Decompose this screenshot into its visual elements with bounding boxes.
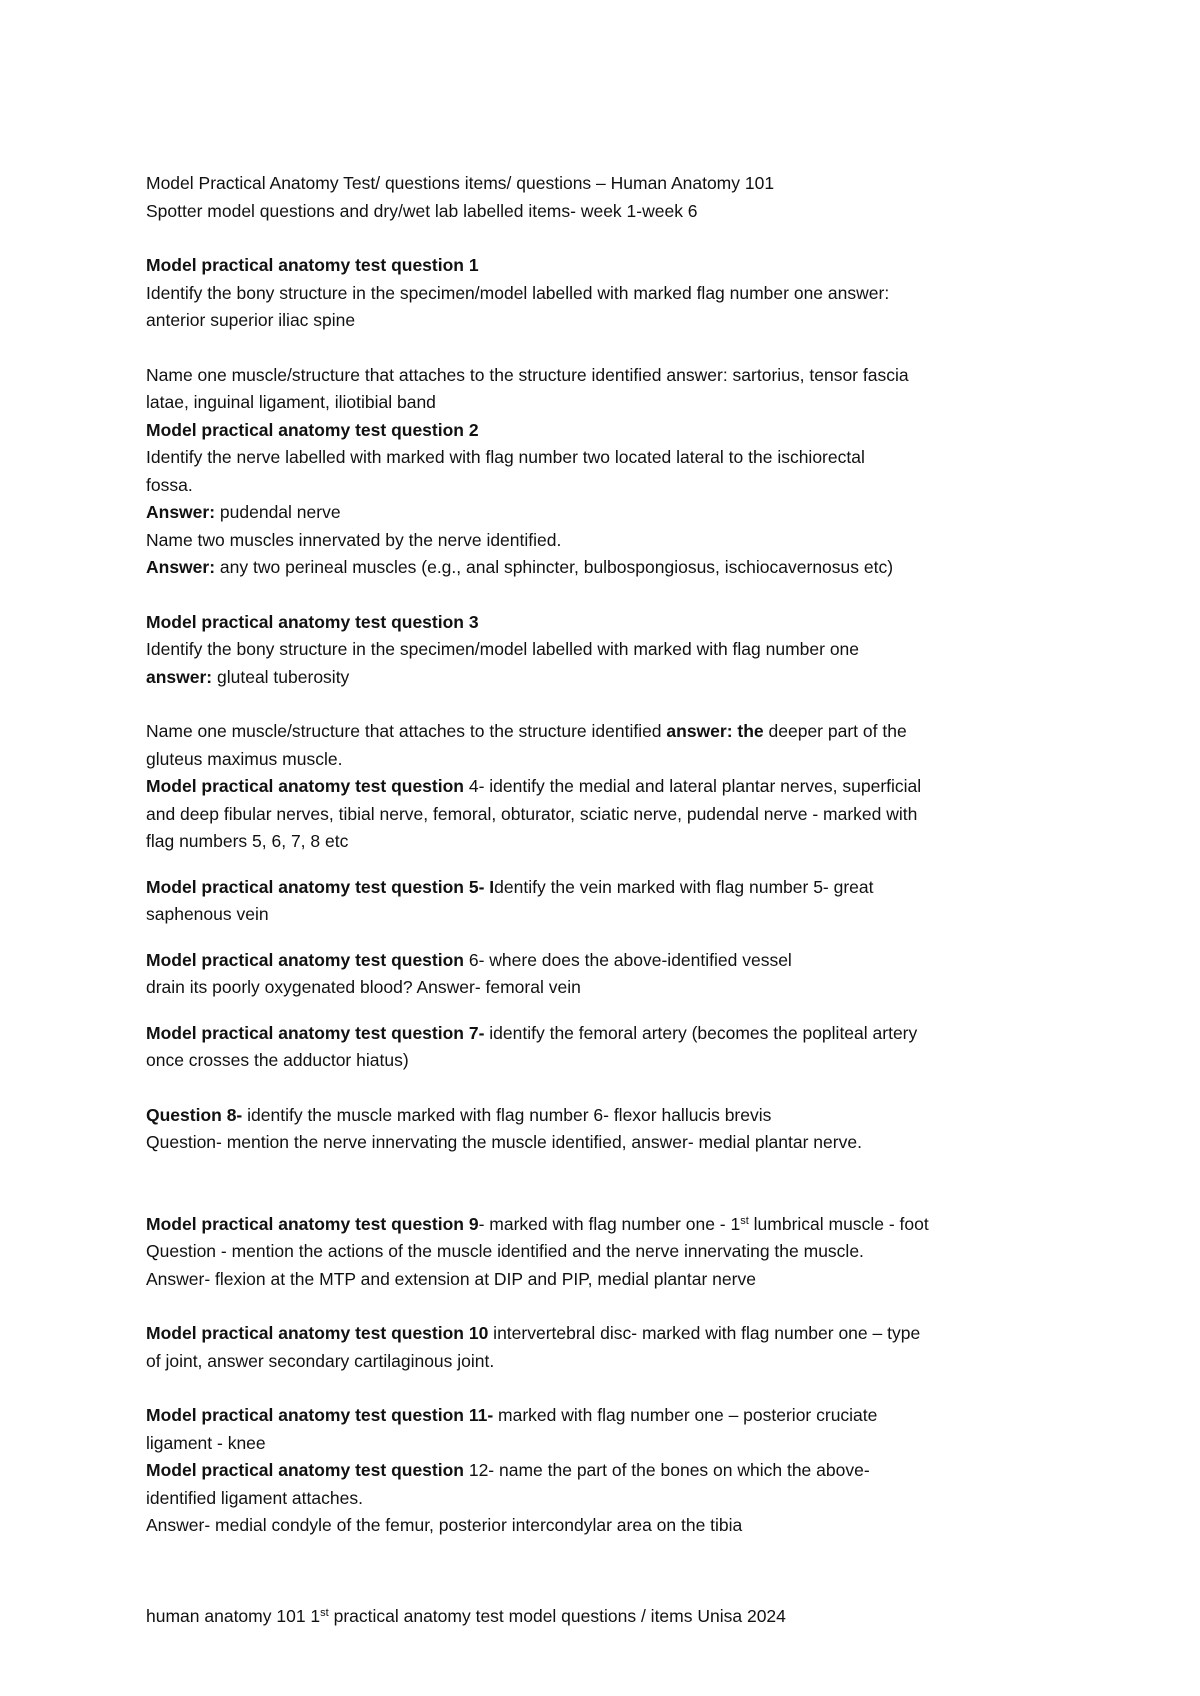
question-9-answer: Answer- flexion at the MTP and extension at DIP and PIP, medial plantar nerve: [146, 1268, 756, 1289]
question-8-heading: Question 8- identify the muscle marked with flag number 6- flexor hallucis brevis: [146, 1104, 772, 1125]
question-6-heading: Model practical anatomy test question 6- where does the above-identified vessel: [146, 949, 792, 970]
question-3-followup-cont: gluteus maximus muscle.: [146, 748, 343, 769]
question-3-text: Identify the bony structure in the specimen/model labelled with marked with flag number one: [146, 639, 860, 659]
question-2-followup-answer: Answer: any two perineal muscles (e.g., anal sphincter, bulbospongiosus, ischiocavernosus etc): [146, 557, 894, 577]
question-1-text: Identify the bony structure in the specimen/model labelled with marked flag number one answer:: [146, 282, 890, 303]
question-4-heading: Model practical anatomy test question 4- identify the medial and lateral plantar nerves, superficial: [146, 776, 922, 796]
question-2-text: Identify the nerve labelled with marked with flag number two located lateral to the ischiorectal: [146, 447, 865, 467]
doc-title-line: Model Practical Anatomy Test/ questions items/ questions – Human Anatomy 101: [146, 173, 775, 193]
question-12-answer: Answer- medial condyle of the femur, posterior intercondylar area on the tibia: [146, 1515, 743, 1535]
question-1-answer: anterior superior iliac spine: [146, 310, 356, 330]
question-8-text: Question- mention the nerve innervating the muscle identified, answer- medial plantar nerve.: [146, 1132, 862, 1152]
question-5-text: saphenous vein: [146, 904, 269, 924]
question-4-text-cont: flag numbers 5, 6, 7, 8 etc: [146, 831, 349, 851]
question-5-heading: Model practical anatomy test question 5- Identify the vein marked with flag number 5- great: [146, 876, 874, 897]
question-2-text-cont: fossa.: [146, 474, 193, 495]
question-9-heading: Model practical anatomy test question 9- marked with flag number one - 1st lumbrical muscle - foot: [146, 1213, 929, 1234]
question-2-answer: Answer: pudendal nerve: [146, 502, 341, 522]
page-footer: human anatomy 101 1st practical anatomy test model questions / items Unisa 2024: [146, 1606, 786, 1626]
question-11-text: ligament - knee: [146, 1432, 266, 1453]
question-12-heading: Model practical anatomy test question 12- name the part of the bones on which the above-: [146, 1460, 870, 1480]
question-7-text: once crosses the adductor hiatus): [146, 1050, 409, 1070]
question-2-heading: Model practical anatomy test question 2: [146, 419, 479, 440]
document-body: [146, 170, 1081, 1540]
question-3-heading: Model practical anatomy test question 3: [146, 611, 479, 632]
doc-subtitle-line: Spotter model questions and dry/wet lab labelled items- week 1-week 6: [146, 200, 698, 221]
question-10-heading: Model practical anatomy test question 10 intervertebral disc- marked with flag number one – type: [146, 1323, 921, 1343]
question-1-followup-cont: latae, inguinal ligament, iliotibial band: [146, 392, 436, 412]
question-10-text: of joint, answer secondary cartilaginous joint.: [146, 1350, 495, 1371]
question-4-text: and deep fibular nerves, tibial nerve, femoral, obturator, sciatic nerve, pudendal nerve - marked with: [146, 803, 918, 824]
question-1-heading: Model practical anatomy test question 1: [146, 255, 479, 275]
question-1-followup: Name one muscle/structure that attaches to the structure identified answer: sartorius, tensor fascia: [146, 364, 909, 385]
question-7-heading: Model practical anatomy test question 7- identify the femoral artery (becomes the popliteal artery: [146, 1022, 918, 1043]
question-2-followup: Name two muscles innervated by the nerve identified.: [146, 529, 562, 550]
question-11-heading: Model practical anatomy test question 11- marked with flag number one – posterior cruciate: [146, 1405, 878, 1425]
question-6-text: drain its poorly oxygenated blood? Answer- femoral vein: [146, 977, 581, 997]
question-9-text: Question - mention the actions of the muscle identified and the nerve innervating the muscle.: [146, 1241, 864, 1261]
question-12-text: identified ligament attaches.: [146, 1487, 363, 1508]
question-3-followup: Name one muscle/structure that attaches to the structure identified answer: the deeper part of the: [146, 721, 907, 741]
question-3-answer: answer: gluteal tuberosity: [146, 666, 350, 687]
